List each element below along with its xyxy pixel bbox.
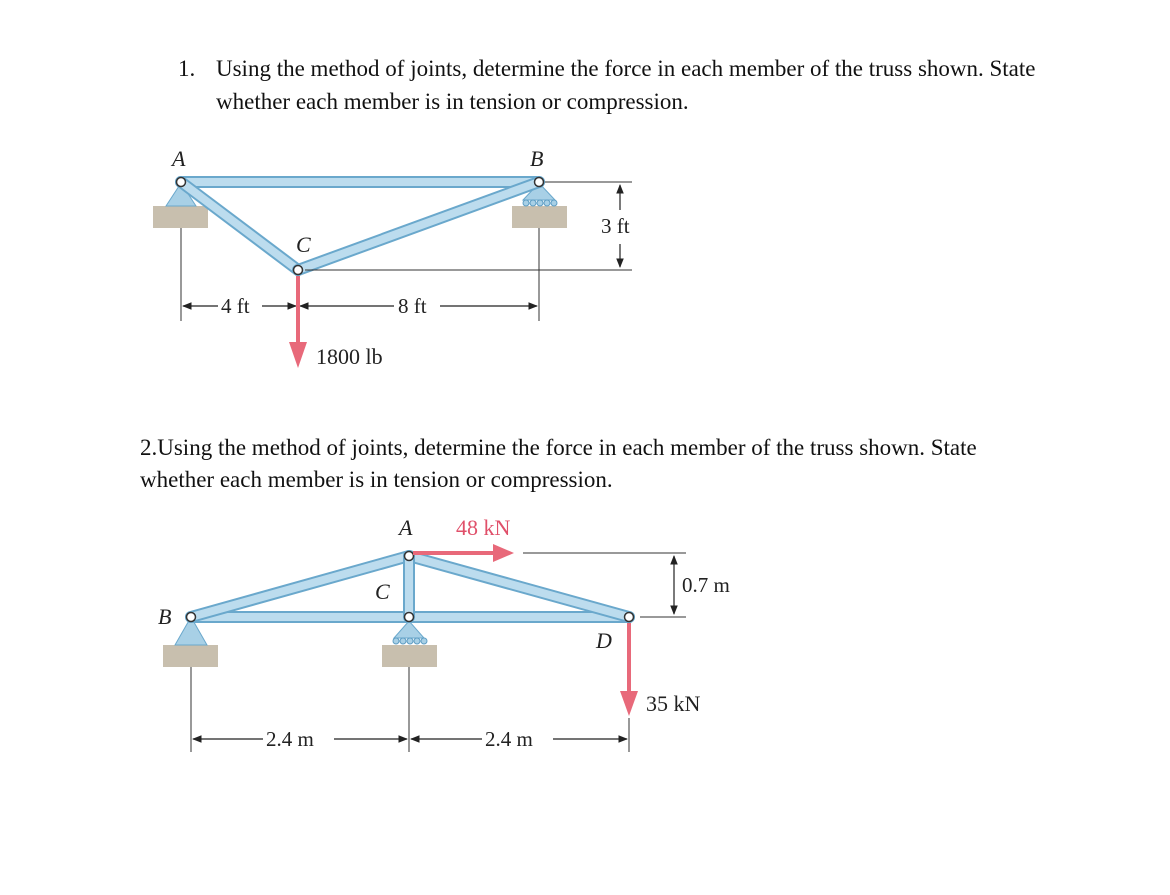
dim-right-2-4m-label: 2.4 m [485, 727, 533, 751]
load-1800lb-label: 1800 lb [316, 344, 383, 369]
dim-left-2-4m-label: 2.4 m [266, 727, 314, 751]
member-ad [409, 556, 629, 617]
ground-pad-b2 [163, 645, 218, 667]
ground-pad-a [153, 206, 208, 228]
label-joint-d2: D [596, 628, 612, 653]
roller-wheels-b [523, 200, 557, 206]
joint-a [177, 178, 186, 187]
truss-figure-2 [158, 515, 730, 752]
problem-1-text-line-2: whether each member is in tension or compression. [216, 89, 689, 114]
problem-1-number: 1. [178, 56, 196, 81]
load-1800lb-shaft [296, 276, 300, 344]
load-35kn-arrowhead [620, 691, 638, 716]
ground-pad-c2 [382, 645, 437, 667]
dim-0-7m-label: 0.7 m [682, 573, 730, 597]
joint-b2 [187, 613, 196, 622]
load-35kn-label: 35 kN [646, 691, 701, 716]
joint-d2 [625, 613, 634, 622]
load-48kn-label: 48 kN [456, 515, 511, 540]
label-joint-b2: B [158, 604, 172, 629]
joint-c [294, 266, 303, 275]
load-1800lb-arrowhead [289, 342, 307, 368]
load-48kn-arrowhead [493, 544, 514, 562]
roller-wheels-c2 [393, 638, 427, 644]
ground-pad-b [512, 206, 567, 228]
problem-1-text-line-1: Using the method of joints, determine the force in each member of the truss shown. State [216, 56, 1036, 81]
dim-3ft-label: 3 ft [601, 214, 630, 238]
dim-4ft-label: 4 ft [221, 294, 250, 318]
label-joint-b: B [530, 146, 544, 171]
problem-2-text-line-2: whether each member is in tension or compression. [140, 467, 613, 492]
problem-2-text-line-1: 2.Using the method of joints, determine the force in each member of the truss shown. State [140, 435, 977, 460]
joint-a2 [405, 552, 414, 561]
member-bc [298, 182, 539, 270]
label-joint-a: A [172, 146, 186, 171]
label-joint-c2: C [375, 579, 390, 604]
label-joint-c: C [296, 232, 311, 257]
dim-8ft-label: 8 ft [398, 294, 427, 318]
load-48kn-shaft [413, 551, 495, 555]
label-joint-a2: A [399, 515, 413, 540]
roller-support-c2 [394, 621, 424, 638]
joint-b [535, 178, 544, 187]
truss-figure-1 [153, 146, 632, 369]
joint-c2 [405, 613, 414, 622]
load-35kn-shaft [627, 623, 631, 693]
